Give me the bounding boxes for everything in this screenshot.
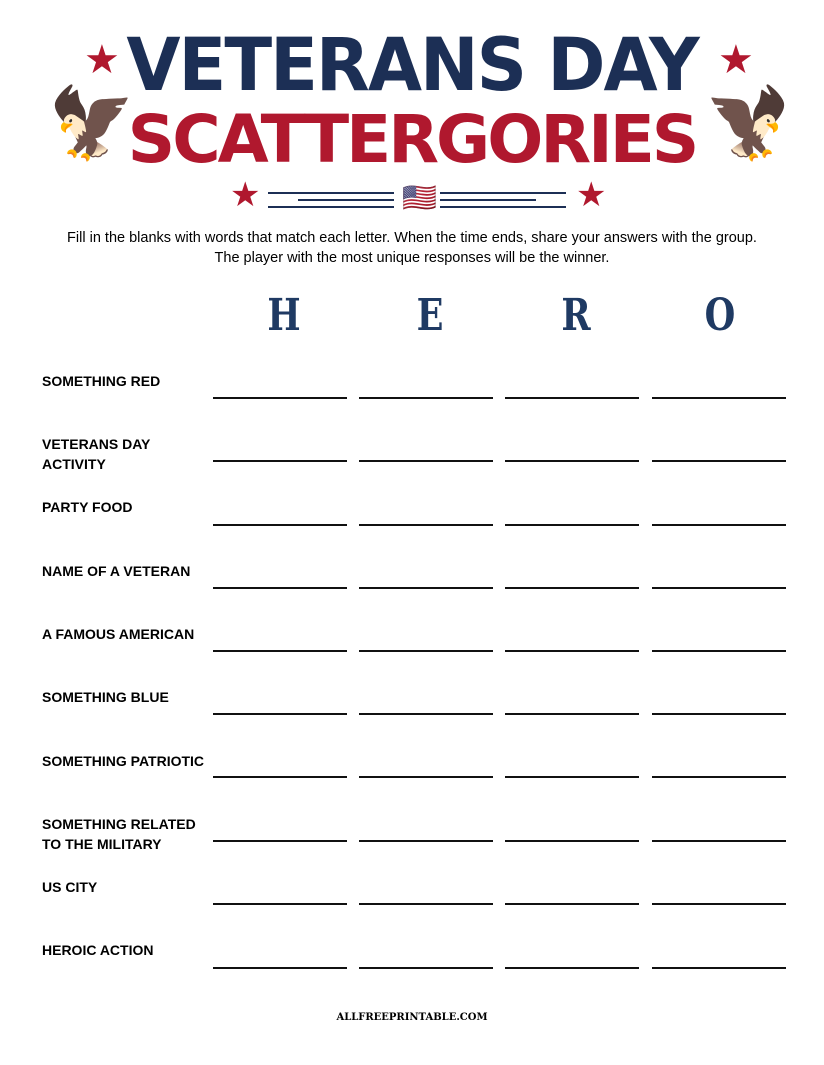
answer-blank-h[interactable] [213, 397, 347, 399]
answer-blank-o[interactable] [652, 587, 786, 589]
answer-blank-e[interactable] [359, 397, 493, 399]
answer-blank-r[interactable] [505, 967, 639, 969]
star-icon: ★ [576, 176, 607, 214]
category-label [42, 877, 207, 897]
category-label-line1: SOMETHING RED [42, 373, 161, 389]
answer-blank-o[interactable] [652, 776, 786, 778]
eagle-icon: 🦅 [704, 84, 792, 162]
answer-blank-e[interactable] [359, 650, 493, 652]
instructions [0, 228, 824, 268]
answer-blank-r[interactable] [505, 397, 639, 399]
category-label-line1: NAME OF A VETERAN [42, 563, 191, 579]
stripe-decoration [268, 190, 394, 210]
answer-blank-h[interactable] [213, 967, 347, 969]
answer-blank-e[interactable] [359, 967, 493, 969]
answer-blank-e[interactable] [359, 903, 493, 905]
category-label-line1: SOMETHING RELATED [42, 816, 196, 832]
category-label-line1: SOMETHING BLUE [42, 689, 169, 705]
category-label-line1: HEROIC ACTION [42, 942, 154, 958]
category-label-line1: PARTY FOOD [42, 499, 133, 515]
column-letter-h: H [267, 290, 301, 341]
answer-blank-e[interactable] [359, 840, 493, 842]
answer-blank-h[interactable] [213, 460, 347, 462]
answer-blank-h[interactable] [213, 587, 347, 589]
answer-blank-r[interactable] [505, 524, 639, 526]
answer-blank-r[interactable] [505, 460, 639, 462]
category-label-line1: VETERANS DAY [42, 436, 151, 452]
category-label [42, 371, 207, 391]
category-label [42, 434, 207, 474]
category-label-line2: ACTIVITY [42, 456, 106, 472]
answer-blank-r[interactable] [505, 713, 639, 715]
answer-blank-r[interactable] [505, 840, 639, 842]
title-line-1: VETERANS DAY [126, 21, 698, 109]
star-icon: ★ [84, 38, 120, 82]
category-label [42, 624, 207, 644]
answer-blank-r[interactable] [505, 776, 639, 778]
answer-blank-o[interactable] [652, 840, 786, 842]
category-label [42, 814, 207, 854]
column-letter-r: R [561, 290, 591, 341]
answer-blank-r[interactable] [505, 650, 639, 652]
stripe-decoration [440, 190, 566, 210]
answer-blank-r[interactable] [505, 587, 639, 589]
category-label-line1: US CITY [42, 879, 98, 895]
answer-blank-r[interactable] [505, 903, 639, 905]
answer-blank-e[interactable] [359, 460, 493, 462]
answer-blank-o[interactable] [652, 903, 786, 905]
answer-blank-o[interactable] [652, 650, 786, 652]
title-banner [0, 20, 824, 220]
answer-blank-h[interactable] [213, 650, 347, 652]
column-letter-e: E [416, 290, 444, 341]
category-label-line2: TO THE MILITARY [42, 836, 162, 852]
category-label [42, 497, 207, 517]
answer-blank-o[interactable] [652, 524, 786, 526]
footer-website: ALLFREEPRINTABLE.COM [336, 1012, 488, 1023]
answer-blank-h[interactable] [213, 903, 347, 905]
answer-blank-o[interactable] [652, 397, 786, 399]
instructions-line-1: Fill in the blanks with words that match each letter. When the time ends, share your answers with the group. [67, 230, 757, 246]
answer-blank-o[interactable] [652, 967, 786, 969]
eagle-icon: 🦅 [48, 84, 136, 162]
star-icon: ★ [718, 38, 754, 82]
category-label [42, 561, 207, 581]
answer-blank-e[interactable] [359, 776, 493, 778]
answer-blank-h[interactable] [213, 776, 347, 778]
answer-blank-h[interactable] [213, 713, 347, 715]
category-label-line1: SOMETHING PATRIOTIC [42, 753, 205, 769]
answer-blank-h[interactable] [213, 524, 347, 526]
category-label-line1: A FAMOUS AMERICAN [42, 626, 195, 642]
column-letter-o: O [704, 290, 736, 341]
answer-blank-o[interactable] [652, 460, 786, 462]
category-label [42, 751, 207, 771]
category-label [42, 940, 207, 960]
star-icon: ★ [230, 176, 261, 214]
answer-blank-h[interactable] [213, 840, 347, 842]
instructions-line-2: The player with the most unique responses will be the winner. [214, 250, 610, 266]
answer-blank-e[interactable] [359, 524, 493, 526]
category-label [42, 687, 207, 707]
title-line-2: SCATTERGORIES [127, 101, 697, 178]
answer-blank-o[interactable] [652, 713, 786, 715]
answer-blank-e[interactable] [359, 713, 493, 715]
us-flag-icon: 🇺🇸 [402, 182, 437, 213]
answer-blank-e[interactable] [359, 587, 493, 589]
